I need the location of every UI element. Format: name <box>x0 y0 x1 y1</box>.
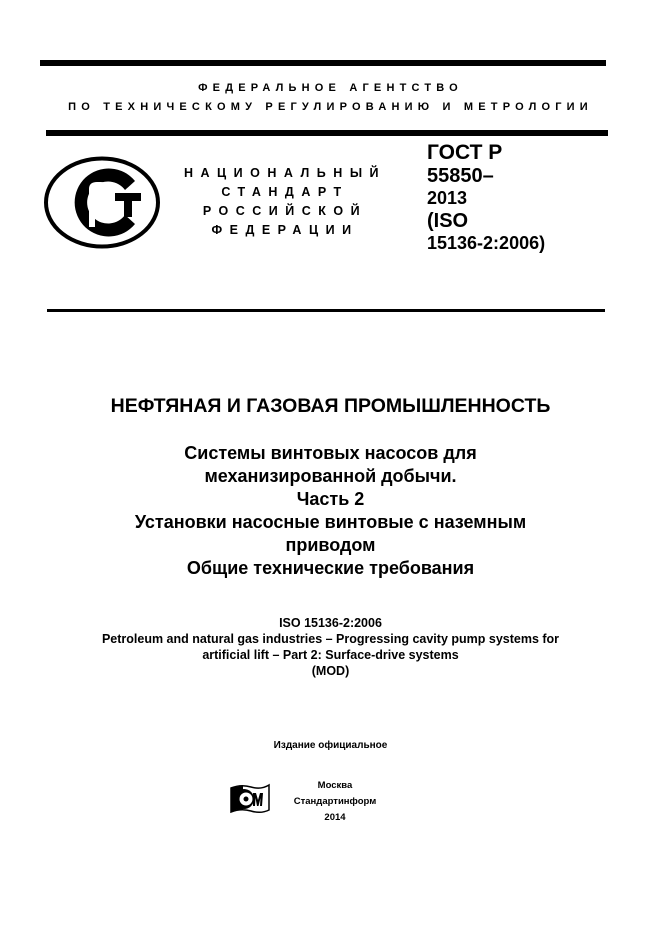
subtitle-line: Установки насосные винтовые с наземным <box>134 512 527 532</box>
iso-title-line-1: Petroleum and natural gas industries – Progressing cavity pump systems for <box>101 632 560 646</box>
agency-line-1: ФЕДЕРАЛЬНОЕ АГЕНТСТВО <box>198 82 463 94</box>
standartinform-logo-icon <box>229 782 271 816</box>
publisher-name: Стандартинформ <box>293 796 377 807</box>
gost-designation <box>427 142 545 255</box>
subtitle-line: Общие технические требования <box>186 558 475 578</box>
gost-designation-line: 55850– <box>427 164 494 187</box>
rst-logo-icon <box>43 155 161 250</box>
official-edition-label: Издание официальное <box>273 740 388 751</box>
national-standard-label <box>170 164 400 240</box>
header-rule <box>46 130 608 136</box>
iso-reference <box>0 615 661 679</box>
subtitle-line: Системы винтовых насосов для <box>184 443 477 463</box>
standartinform-logo <box>229 782 271 816</box>
national-standard-line: РОССИЙСКОЙ <box>202 204 368 218</box>
rst-logo <box>43 155 161 250</box>
subtitle-line: Часть 2 <box>296 489 365 509</box>
subtitle-line: приводом <box>285 535 376 555</box>
iso-modification: (MOD) <box>311 664 350 678</box>
document-main-title: НЕФТЯНАЯ И ГАЗОВАЯ ПРОМЫШЛЕННОСТЬ <box>110 395 551 417</box>
publisher-info <box>290 778 380 826</box>
agency-line-2: ПО ТЕХНИЧЕСКОМУ РЕГУЛИРОВАНИЮ И МЕТРОЛОГИИ <box>68 101 593 113</box>
gost-designation-line: 2013 <box>427 188 468 208</box>
publication-year: 2014 <box>324 812 346 823</box>
document-subtitle <box>0 442 661 580</box>
national-standard-line: НАЦИОНАЛЬНЫЙ <box>183 166 387 180</box>
gost-designation-line: 15136-2:2006) <box>427 233 546 253</box>
publisher-city: Москва <box>317 780 353 791</box>
subtitle-line: механизированной добычи. <box>204 466 457 486</box>
gost-designation-line: ГОСТ Р <box>427 141 503 164</box>
top-rule <box>40 60 606 66</box>
iso-code: ISO 15136-2:2006 <box>279 616 382 630</box>
iso-title-line-2: artificial lift – Part 2: Surface-drive systems <box>202 648 459 662</box>
national-standard-line: СТАНДАРТ <box>221 185 349 199</box>
national-standard-line: ФЕДЕРАЦИИ <box>211 223 359 237</box>
gost-designation-line: (ISO <box>427 209 469 232</box>
standard-block-rule <box>47 309 605 312</box>
